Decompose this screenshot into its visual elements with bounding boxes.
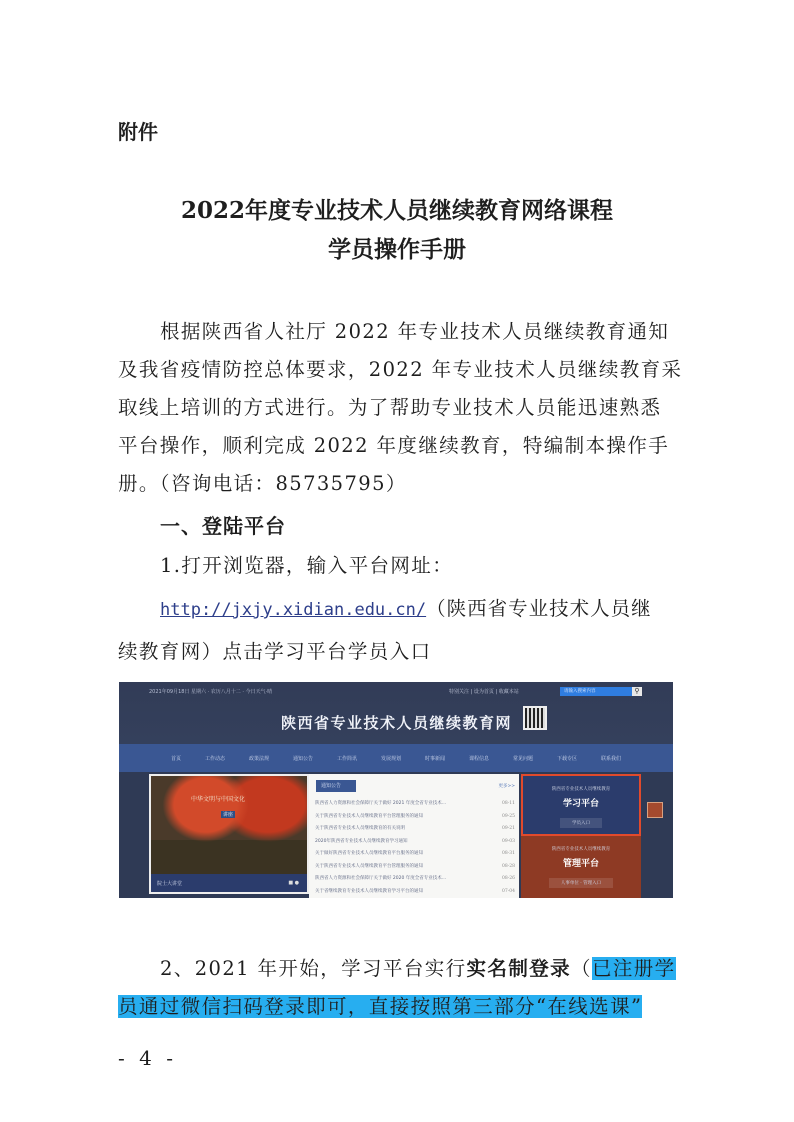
news-date: 07-04	[502, 888, 515, 894]
intro-line: 取线上培训的方式进行。为了帮助专业技术人员能迅速熟悉	[118, 396, 662, 419]
site-title: 陕西省专业技术人员继续教育网	[281, 714, 513, 732]
side-float-icon[interactable]	[647, 802, 663, 818]
news-title: 陕西省人力资源和社会保障厅关于做好 2021 年度全省专业技术...	[315, 801, 447, 806]
search-icon[interactable]: ⚲	[632, 687, 642, 696]
attachment-label: 附件	[118, 120, 158, 144]
news-more-link[interactable]: 更多>>	[498, 784, 515, 789]
step2-line1	[118, 950, 678, 988]
news-tab[interactable]: 通知公告	[316, 780, 356, 792]
news-panel	[309, 774, 519, 898]
news-date: 09-21	[502, 826, 515, 831]
step1-text: 1.打开浏览器，输入平台网址：	[160, 554, 454, 577]
site-date-info: 2021年09月18日 星期六 · 农历八月十二 · 今日天气·晴	[149, 689, 273, 695]
banner-carousel[interactable]	[149, 774, 309, 894]
site-top-links[interactable]: 特别关注 | 设为首页 | 收藏本站	[449, 689, 519, 695]
nav-item[interactable]: 常见问题	[512, 755, 533, 762]
nav-item[interactable]: 工作简讯	[336, 755, 357, 762]
news-date: 08-28	[502, 863, 515, 869]
nav-item[interactable]: 课程信息	[468, 755, 489, 762]
highlighted-text: 员通过微信扫码登录即可，直接按照第三部分“在线选课”	[118, 995, 643, 1018]
document-subtitle: 学员操作手册	[328, 236, 466, 263]
student-entry-button[interactable]: 学员入口	[560, 818, 602, 828]
news-date: 08-26	[502, 876, 515, 881]
learning-platform-card[interactable]	[521, 774, 641, 836]
management-platform-card[interactable]	[521, 836, 641, 898]
url-suffix: （陕西省专业技术人员继	[426, 597, 652, 620]
news-item[interactable]	[315, 836, 515, 849]
news-item[interactable]	[315, 886, 515, 899]
site-header	[119, 682, 673, 744]
news-title: 陕西省人力资源和社会保障厅关于做好 2020 年度全省专业技术...	[315, 876, 447, 881]
step2-paren: （	[571, 957, 592, 980]
banner-subtitle: 讲座	[223, 812, 234, 818]
section-heading-login: 一、登陆平台	[160, 514, 286, 538]
intro-line: 平台操作，顺利完成 2022 年度继续教育，特编制本操作手	[118, 434, 670, 457]
nav-item[interactable]: 通知公告	[292, 755, 313, 762]
news-item[interactable]	[315, 798, 515, 811]
learning-platform-name: 学习平台	[562, 799, 599, 809]
intro-line: 根据陕西省人社厅 2022 年专业技术人员继续教育通知	[160, 320, 670, 343]
news-date: 08-11	[502, 801, 515, 806]
step2-line2	[118, 988, 678, 1026]
news-title: 关于省继续教育专业技术人员继续教育学习平台的通知	[315, 888, 423, 894]
website-screenshot	[119, 682, 673, 898]
intro-line: 册。（咨询电话：85735795）	[118, 472, 407, 495]
news-date: 09-03	[502, 838, 515, 844]
news-item[interactable]	[315, 811, 515, 824]
document-title: 2022年度专业技术人员继续教育网络课程	[180, 197, 613, 224]
carousel-dots[interactable]: ■ ●	[288, 880, 299, 886]
step1-continuation: 续教育网）点击学习平台学员入口	[118, 640, 432, 663]
management-platform-caption: 陕西省专业技术人员继续教育	[551, 847, 611, 852]
news-title: 关于做好陕西省专业技术人员继续教育平台服务的通知	[315, 851, 423, 856]
learning-platform-caption: 陕西省专业技术人员继续教育	[551, 787, 611, 792]
news-item[interactable]	[315, 861, 515, 874]
step2-paragraph	[118, 950, 678, 1026]
news-title: 2020年陕西省专业技术人员继续教育学习通知	[315, 838, 408, 844]
nav-item[interactable]: 联系我们	[600, 755, 621, 762]
nav-item[interactable]: 下载专区	[556, 755, 577, 762]
news-date: 08-31	[502, 851, 515, 856]
nav-item[interactable]: 政策法规	[248, 755, 269, 762]
news-title: 关于陕西省专业技术人员继续教育平台管理服务的通知	[315, 813, 423, 819]
qr-code-icon	[523, 706, 547, 730]
banner-caption: 院士大讲堂	[157, 881, 183, 887]
highlighted-text: 已注册学	[591, 957, 676, 980]
nav-item[interactable]: 时事新闻	[424, 755, 445, 762]
nav-item[interactable]: 发展规划	[380, 755, 401, 762]
site-nav	[119, 744, 673, 772]
nav-item[interactable]: 工作动态	[204, 755, 225, 762]
news-date: 09-25	[502, 813, 515, 819]
step2-prefix: 2、2021 年开始，学习平台实行	[160, 957, 467, 980]
news-list	[315, 798, 515, 898]
nav-item[interactable]: 首页	[170, 755, 181, 762]
news-title: 关于陕西省专业技术人员继续教育平台管理服务的通知	[315, 863, 423, 869]
intro-paragraph	[118, 313, 683, 503]
management-entry-button[interactable]: 人事单位 · 管理入口	[549, 878, 613, 888]
news-item[interactable]	[315, 823, 515, 836]
step1-url-line	[160, 593, 652, 621]
platform-url-link[interactable]: http://jxjy.xidian.edu.cn/	[160, 600, 427, 620]
news-item[interactable]	[315, 873, 515, 886]
site-search-input[interactable]: 请输入搜索内容	[560, 687, 632, 696]
realname-login-bold: 实名制登录	[466, 957, 572, 980]
news-item[interactable]	[315, 848, 515, 861]
page-number: - 4 -	[118, 1046, 177, 1070]
banner-title: 中华文明与中国文化	[191, 796, 246, 803]
management-platform-name: 管理平台	[562, 859, 599, 869]
news-title: 关于陕西省专业技术人员继续教育的有关说明	[315, 826, 405, 831]
intro-line: 及我省疫情防控总体要求，2022 年专业技术人员继续教育采	[118, 358, 683, 381]
